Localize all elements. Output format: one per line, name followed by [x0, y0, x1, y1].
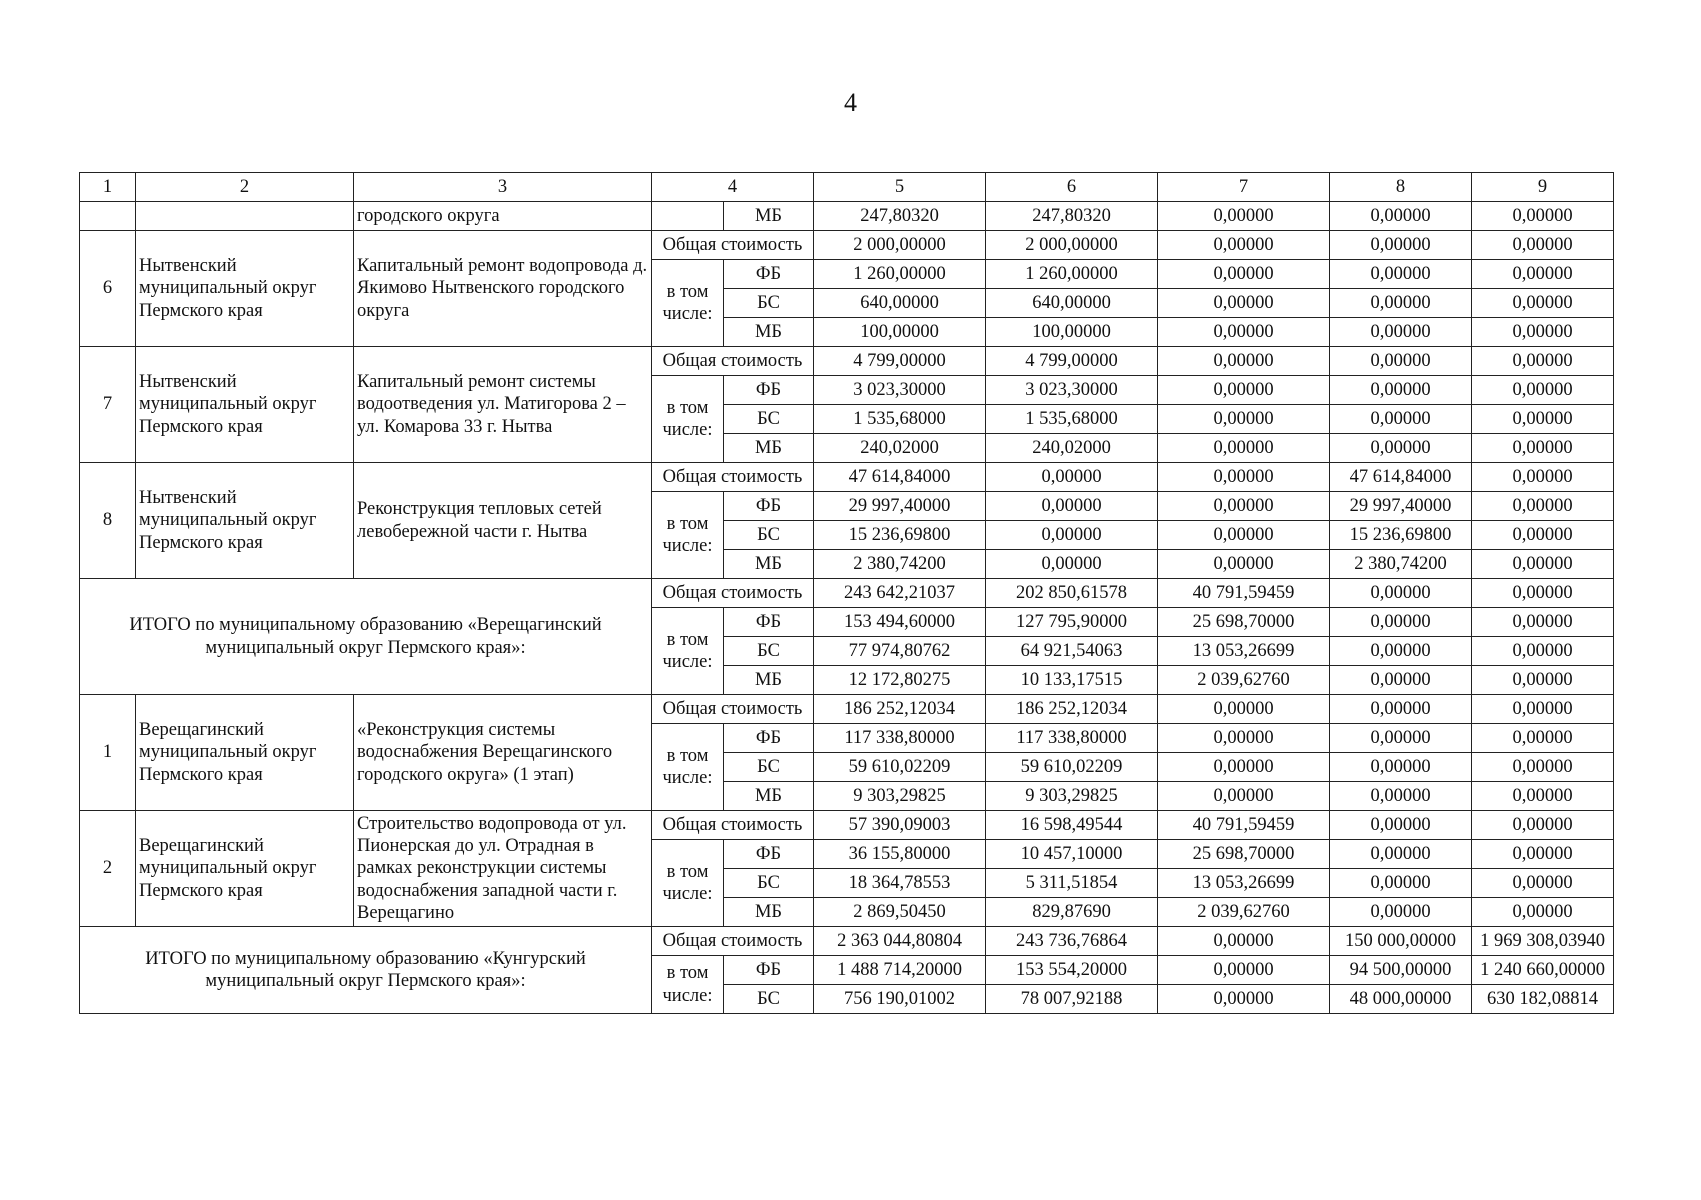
- source-label-bs: БС: [724, 637, 814, 666]
- value-cell: 47 614,84000: [814, 463, 986, 492]
- value-cell: 3 023,30000: [986, 376, 1158, 405]
- project-name: «Реконструкция системы водоснабжения Верещагинского городского округа» (1 этап): [354, 695, 652, 811]
- value-cell: 13 053,26699: [1158, 869, 1330, 898]
- value-cell: 0,00000: [1330, 608, 1472, 637]
- header-cell: 8: [1330, 173, 1472, 202]
- value-cell: 0,00000: [1472, 318, 1614, 347]
- value-cell: 0,00000: [1330, 637, 1472, 666]
- value-cell: 0,00000: [1330, 782, 1472, 811]
- municipality-name: Нытвенский муниципальный округ Пермского края: [136, 463, 354, 579]
- value-cell: 0,00000: [1472, 231, 1614, 260]
- value-cell: 0,00000: [1158, 405, 1330, 434]
- total-cost-label: Общая стоимость: [652, 927, 814, 956]
- value-cell: 202 850,61578: [986, 579, 1158, 608]
- carryover-row: [80, 202, 1614, 231]
- value-cell: 15 236,69800: [814, 521, 986, 550]
- value-cell: 0,00000: [1158, 782, 1330, 811]
- source-label-mb: МБ: [724, 202, 814, 231]
- value-cell: 36 155,80000: [814, 840, 986, 869]
- value-cell: 0,00000: [1158, 492, 1330, 521]
- municipality-name: Нытвенский муниципальный округ Пермского края: [136, 231, 354, 347]
- value-cell: 48 000,00000: [1330, 985, 1472, 1014]
- value-cell: 0,00000: [1330, 811, 1472, 840]
- value-cell: 127 795,90000: [986, 608, 1158, 637]
- value-cell: 0,00000: [1330, 434, 1472, 463]
- value-cell: 153 494,60000: [814, 608, 986, 637]
- value-cell: 2 363 044,80804: [814, 927, 986, 956]
- row-number: 2: [80, 811, 136, 927]
- source-label-fb: ФБ: [724, 724, 814, 753]
- value-cell: 0,00000: [1472, 898, 1614, 927]
- source-label-mb: МБ: [724, 666, 814, 695]
- row-number: 1: [80, 695, 136, 811]
- value-cell: 0,00000: [986, 550, 1158, 579]
- value-cell: 0,00000: [1158, 434, 1330, 463]
- value-cell: 40 791,59459: [1158, 579, 1330, 608]
- value-cell: 0,00000: [1158, 289, 1330, 318]
- value-cell: 0,00000: [1330, 289, 1472, 318]
- budget-table: [79, 172, 1614, 1014]
- project-name: Капитальный ремонт водопровода д. Якимово Нытвенского городского округа: [354, 231, 652, 347]
- value-cell: 0,00000: [1472, 695, 1614, 724]
- value-cell: 0,00000: [1472, 869, 1614, 898]
- source-label-fb: ФБ: [724, 840, 814, 869]
- value-cell: 0,00000: [1158, 550, 1330, 579]
- value-cell: 0,00000: [1330, 869, 1472, 898]
- value-cell: 117 338,80000: [814, 724, 986, 753]
- value-cell: 0,00000: [1158, 318, 1330, 347]
- value-cell: 0,00000: [1330, 753, 1472, 782]
- value-cell: 2 000,00000: [814, 231, 986, 260]
- value-cell: 240,02000: [986, 434, 1158, 463]
- value-cell: 0,00000: [1472, 434, 1614, 463]
- value-cell: 40 791,59459: [1158, 811, 1330, 840]
- source-label-mb: МБ: [724, 318, 814, 347]
- value-cell: 247,80320: [986, 202, 1158, 231]
- value-cell: 0,00000: [1158, 376, 1330, 405]
- value-cell: 10 133,17515: [986, 666, 1158, 695]
- value-cell: 57 390,09003: [814, 811, 986, 840]
- value-cell: 0,00000: [1472, 608, 1614, 637]
- value-cell: 77 974,80762: [814, 637, 986, 666]
- total-cost-label: Общая стоимость: [652, 231, 814, 260]
- value-cell: 0,00000: [1330, 579, 1472, 608]
- value-cell: 0,00000: [1472, 376, 1614, 405]
- value-cell: 3 023,30000: [814, 376, 986, 405]
- including-label: в том числе:: [652, 724, 724, 811]
- header-cell: 7: [1158, 173, 1330, 202]
- value-cell: 0,00000: [1330, 318, 1472, 347]
- total-cost-label: Общая стоимость: [652, 579, 814, 608]
- value-cell: 0,00000: [1330, 347, 1472, 376]
- value-cell: 640,00000: [814, 289, 986, 318]
- value-cell: 243 642,21037: [814, 579, 986, 608]
- value-cell: 0,00000: [1330, 898, 1472, 927]
- value-cell: 0,00000: [1330, 840, 1472, 869]
- source-label-fb: ФБ: [724, 956, 814, 985]
- source-label-bs: БС: [724, 753, 814, 782]
- value-cell: 0,00000: [1158, 231, 1330, 260]
- value-cell: 0,00000: [1472, 260, 1614, 289]
- municipality-name: Нытвенский муниципальный округ Пермского края: [136, 347, 354, 463]
- source-label-fb: ФБ: [724, 492, 814, 521]
- project-name: городского округа: [354, 202, 652, 231]
- including-label: в том числе:: [652, 840, 724, 927]
- value-cell: 0,00000: [1158, 463, 1330, 492]
- value-cell: 0,00000: [1472, 347, 1614, 376]
- value-cell: 64 921,54063: [986, 637, 1158, 666]
- source-label-bs: БС: [724, 521, 814, 550]
- source-label-bs: БС: [724, 405, 814, 434]
- value-cell: 0,00000: [1158, 347, 1330, 376]
- project-total-row: [80, 463, 1614, 492]
- value-cell: 150 000,00000: [1330, 927, 1472, 956]
- value-cell: 0,00000: [1330, 260, 1472, 289]
- value-cell: 0,00000: [1330, 231, 1472, 260]
- municipality-name: Верещагинский муниципальный округ Пермского края: [136, 695, 354, 811]
- project-name: Реконструкция тепловых сетей левобережной части г. Нытва: [354, 463, 652, 579]
- value-cell: 0,00000: [1472, 666, 1614, 695]
- value-cell: 0,00000: [1472, 782, 1614, 811]
- value-cell: 630 182,08814: [1472, 985, 1614, 1014]
- total-cost-label: Общая стоимость: [652, 811, 814, 840]
- header-cell: 5: [814, 173, 986, 202]
- value-cell: 12 172,80275: [814, 666, 986, 695]
- value-cell: 243 736,76864: [986, 927, 1158, 956]
- value-cell: 2 380,74200: [814, 550, 986, 579]
- value-cell: 18 364,78553: [814, 869, 986, 898]
- value-cell: 0,00000: [1330, 724, 1472, 753]
- project-name: Строительство водопровода от ул. Пионерская до ул. Отрадная в рамках реконструкции системы водоснабжения западной части г. Верещагино: [354, 811, 652, 927]
- subtotal-total-row: [80, 927, 1614, 956]
- row-number: 8: [80, 463, 136, 579]
- total-cost-label: Общая стоимость: [652, 695, 814, 724]
- value-cell: 94 500,00000: [1330, 956, 1472, 985]
- value-cell: 0,00000: [1472, 289, 1614, 318]
- including-label: в том числе:: [652, 492, 724, 579]
- including-label: в том числе:: [652, 376, 724, 463]
- value-cell: 2 869,50450: [814, 898, 986, 927]
- value-cell: 0,00000: [1158, 202, 1330, 231]
- value-cell: 5 311,51854: [986, 869, 1158, 898]
- value-cell: 15 236,69800: [1330, 521, 1472, 550]
- project-name: Капитальный ремонт системы водоотведения ул. Матигорова 2 – ул. Комарова 33 г. Нытва: [354, 347, 652, 463]
- value-cell: 2 039,62760: [1158, 666, 1330, 695]
- project-total-row: [80, 231, 1614, 260]
- value-cell: 0,00000: [1472, 840, 1614, 869]
- value-cell: 78 007,92188: [986, 985, 1158, 1014]
- value-cell: 2 039,62760: [1158, 898, 1330, 927]
- value-cell: 2 380,74200: [1330, 550, 1472, 579]
- including-label: в том числе:: [652, 956, 724, 1014]
- value-cell: 117 338,80000: [986, 724, 1158, 753]
- value-cell: 186 252,12034: [814, 695, 986, 724]
- value-cell: 0,00000: [1472, 753, 1614, 782]
- value-cell: 0,00000: [1158, 260, 1330, 289]
- value-cell: 0,00000: [1158, 753, 1330, 782]
- value-cell: 4 799,00000: [986, 347, 1158, 376]
- value-cell: 0,00000: [1472, 550, 1614, 579]
- value-cell: 0,00000: [1158, 956, 1330, 985]
- value-cell: 13 053,26699: [1158, 637, 1330, 666]
- value-cell: 1 260,00000: [986, 260, 1158, 289]
- value-cell: 0,00000: [1158, 985, 1330, 1014]
- value-cell: 100,00000: [814, 318, 986, 347]
- value-cell: 0,00000: [1158, 927, 1330, 956]
- value-cell: 0,00000: [1158, 695, 1330, 724]
- value-cell: 25 698,70000: [1158, 840, 1330, 869]
- value-cell: 0,00000: [1158, 724, 1330, 753]
- value-cell: 1 535,68000: [814, 405, 986, 434]
- value-cell: 153 554,20000: [986, 956, 1158, 985]
- subtotal-label: ИТОГО по муниципальному образованию «Верещагинский муниципальный округ Пермского края»:: [80, 579, 652, 695]
- source-label-mb: МБ: [724, 434, 814, 463]
- row-number: 6: [80, 231, 136, 347]
- source-label-bs: БС: [724, 985, 814, 1014]
- value-cell: 0,00000: [1472, 463, 1614, 492]
- value-cell: 0,00000: [1472, 202, 1614, 231]
- value-cell: 0,00000: [986, 492, 1158, 521]
- value-cell: 16 598,49544: [986, 811, 1158, 840]
- value-cell: 4 799,00000: [814, 347, 986, 376]
- value-cell: 247,80320: [814, 202, 986, 231]
- value-cell: 0,00000: [1330, 695, 1472, 724]
- subtotal-label: ИТОГО по муниципальному образованию «Кунгурский муниципальный округ Пермского края»:: [80, 927, 652, 1014]
- value-cell: 0,00000: [1472, 724, 1614, 753]
- value-cell: 0,00000: [1330, 666, 1472, 695]
- value-cell: 0,00000: [1330, 405, 1472, 434]
- header-cell: 2: [136, 173, 354, 202]
- value-cell: 640,00000: [986, 289, 1158, 318]
- empty-cell: [136, 202, 354, 231]
- municipality-name: Верещагинский муниципальный округ Пермского края: [136, 811, 354, 927]
- header-cell: 3: [354, 173, 652, 202]
- including-label: в том числе:: [652, 608, 724, 695]
- source-label-fb: ФБ: [724, 376, 814, 405]
- value-cell: 25 698,70000: [1158, 608, 1330, 637]
- project-total-row: [80, 347, 1614, 376]
- header-cell: 1: [80, 173, 136, 202]
- source-label-mb: МБ: [724, 550, 814, 579]
- header-cell: 4: [652, 173, 814, 202]
- value-cell: 0,00000: [1472, 521, 1614, 550]
- source-label-mb: МБ: [724, 898, 814, 927]
- value-cell: 59 610,02209: [986, 753, 1158, 782]
- empty-cell: [80, 202, 136, 231]
- row-number: 7: [80, 347, 136, 463]
- source-label-bs: БС: [724, 869, 814, 898]
- header-cell: 9: [1472, 173, 1614, 202]
- value-cell: 0,00000: [1472, 637, 1614, 666]
- source-label-mb: МБ: [724, 782, 814, 811]
- value-cell: 59 610,02209: [814, 753, 986, 782]
- value-cell: 829,87690: [986, 898, 1158, 927]
- value-cell: 0,00000: [1472, 405, 1614, 434]
- value-cell: 100,00000: [986, 318, 1158, 347]
- header-cell: 6: [986, 173, 1158, 202]
- value-cell: 756 190,01002: [814, 985, 986, 1014]
- value-cell: 0,00000: [1330, 376, 1472, 405]
- value-cell: 47 614,84000: [1330, 463, 1472, 492]
- value-cell: 0,00000: [986, 463, 1158, 492]
- value-cell: 29 997,40000: [1330, 492, 1472, 521]
- value-cell: 0,00000: [1472, 579, 1614, 608]
- value-cell: 0,00000: [1472, 811, 1614, 840]
- value-cell: 1 240 660,00000: [1472, 956, 1614, 985]
- value-cell: 0,00000: [1330, 202, 1472, 231]
- value-cell: 9 303,29825: [814, 782, 986, 811]
- total-cost-label: Общая стоимость: [652, 347, 814, 376]
- total-cost-label: Общая стоимость: [652, 463, 814, 492]
- value-cell: 0,00000: [1158, 521, 1330, 550]
- project-total-row: [80, 811, 1614, 840]
- value-cell: 1 488 714,20000: [814, 956, 986, 985]
- value-cell: 240,02000: [814, 434, 986, 463]
- source-label-bs: БС: [724, 289, 814, 318]
- including-label: в том числе:: [652, 260, 724, 347]
- value-cell: 186 252,12034: [986, 695, 1158, 724]
- value-cell: 10 457,10000: [986, 840, 1158, 869]
- value-cell: 29 997,40000: [814, 492, 986, 521]
- value-cell: 1 260,00000: [814, 260, 986, 289]
- header-row: [80, 173, 1614, 202]
- value-cell: 9 303,29825: [986, 782, 1158, 811]
- value-cell: 1 535,68000: [986, 405, 1158, 434]
- source-label-fb: ФБ: [724, 260, 814, 289]
- empty-cell: [652, 202, 724, 231]
- value-cell: 0,00000: [986, 521, 1158, 550]
- project-total-row: [80, 695, 1614, 724]
- subtotal-total-row: [80, 579, 1614, 608]
- value-cell: 2 000,00000: [986, 231, 1158, 260]
- value-cell: 1 969 308,03940: [1472, 927, 1614, 956]
- page-number: 4: [844, 88, 857, 117]
- source-label-fb: ФБ: [724, 608, 814, 637]
- value-cell: 0,00000: [1472, 492, 1614, 521]
